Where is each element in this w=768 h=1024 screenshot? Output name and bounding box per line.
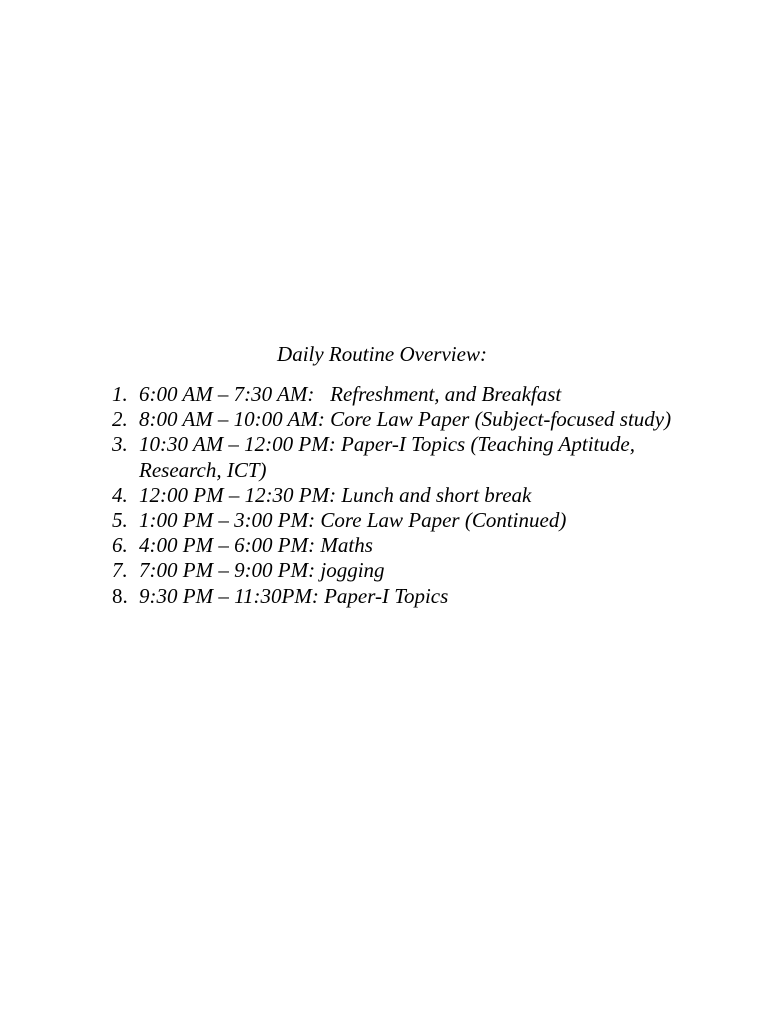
list-item-number: 7.	[112, 558, 128, 583]
list-item-text: 1:00 PM – 3:00 PM: Core Law Paper (Continued)	[139, 508, 567, 533]
list-item	[112, 432, 682, 482]
list-item-number: 2.	[112, 407, 128, 432]
list-item	[112, 382, 682, 407]
list-item	[112, 584, 682, 609]
list-item	[112, 533, 682, 558]
list-item	[112, 407, 682, 432]
list-item	[112, 508, 682, 533]
list-item-number: 8.	[112, 583, 128, 608]
list-item-text: 6:00 AM – 7:30 AM: Refreshment, and Breakfast	[139, 382, 562, 406]
list-item-text: 7:00 PM – 9:00 PM: jogging	[139, 558, 385, 583]
list-item-number: 4.	[112, 482, 128, 507]
list-item-text: 8:00 AM – 10:00 AM: Core Law Paper (Subject-focused study)	[139, 407, 672, 432]
list-item-number: 6.	[112, 533, 128, 558]
list-item	[112, 483, 682, 508]
list-item-number: 1.	[112, 382, 128, 406]
list-item-text: 10:30 AM – 12:00 PM: Paper-I Topics (Teaching Aptitude, Research, ICT)	[139, 432, 641, 482]
list-item-text: 9:30 PM – 11:30PM: Paper-I Topics	[139, 583, 449, 608]
list-item-number: 5.	[112, 508, 128, 533]
list-item-text: 12:00 PM – 12:30 PM: Lunch and short break	[139, 482, 532, 507]
list-item-text: 4:00 PM – 6:00 PM: Maths	[139, 533, 373, 558]
page-title: Daily Routine Overview:	[277, 342, 487, 366]
list-item	[112, 558, 682, 583]
routine-list	[112, 382, 682, 609]
list-item-number: 3.	[112, 432, 128, 457]
